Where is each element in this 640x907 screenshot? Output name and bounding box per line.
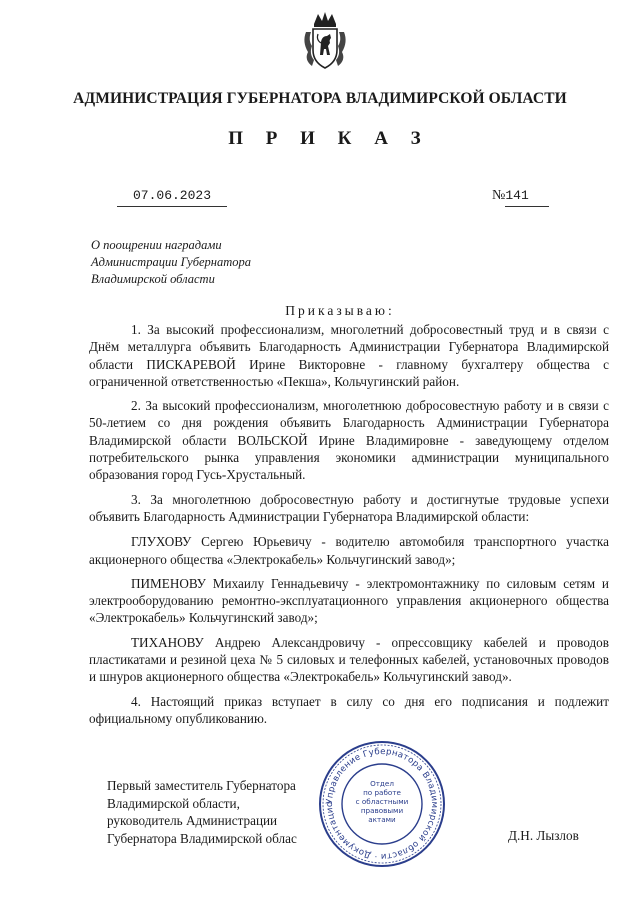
subject-line: О поощрении наградами	[91, 238, 222, 252]
signer-line: Губернатора Владимирской облас	[107, 830, 297, 846]
stamp-center-line: Отдел	[370, 779, 394, 788]
number-value: 141	[505, 188, 549, 207]
subject-line: Владимирской области	[91, 272, 215, 286]
document-date: 07.06.2023	[117, 188, 227, 207]
document-type: П Р И К А З	[228, 128, 430, 149]
document-number	[492, 188, 549, 207]
signer-line: Владимирской области,	[107, 795, 240, 811]
signer-line: руководитель Администрации	[107, 813, 278, 828]
order-body	[89, 321, 609, 734]
order-item-4: 4. Настоящий приказ вступает в силу со дня его подписания и подлежит официальному опубликованию.	[89, 693, 609, 726]
order-item-1: 1. За высокий профессионализм, многолетний добросовестный труд и в связи с Днём металлурга объявить Благодарность Администрации Губернатора Владимирской области ПИСКАРЕВОЙ Ирине Викторовне - главному бухгалтеру общества с ограниченной ответственностью «Пекша», Кольчугинский район.	[89, 322, 609, 389]
signer-position	[107, 777, 337, 847]
signer-line: Первый заместитель Губернатора	[107, 778, 296, 793]
order-item-2: 2. За высокий профессионализм, многолетнюю добросовестную работу и в связи с 50-летием со дня рождения объявить Благодарность Администрации Губернатора Владимирской области ВОЛЬСКОЙ Ирине Владимировне - заведующему отделом потребительского рынка управления экономики администрации муниципального образования город Гусь-Хрустальный.	[89, 398, 609, 483]
awardee-pimenov: ПИМЕНОВУ Михаилу Геннадьевичу - электромонтажнику по силовым сетям и электрооборудованию ремонтно-эксплуатационного управления акционерного общества «Электрокабель» Кольчугинский завод»;	[89, 575, 609, 626]
order-heading: Приказываю:	[285, 303, 395, 318]
stamp-center-line: с областными	[355, 797, 409, 806]
subject-line: Администрации Губернатора	[91, 255, 252, 269]
organization-title: АДМИНИСТРАЦИЯ ГУБЕРНАТОРА ВЛАДИМИРСКОЙ ОБЛАСТИ	[73, 90, 567, 107]
stamp-center-line: актами	[368, 815, 396, 824]
number-prefix: №	[492, 188, 506, 203]
coat-of-arms-icon	[300, 10, 350, 72]
order-item-3: 3. За многолетнюю добросовестную работу и достигнутые трудовые успехи объявить Благодарность Администрации Губернатора Владимирской области:	[89, 491, 609, 524]
stamp-center-line: правовыми	[360, 806, 404, 815]
stamp-ring-text: Управление Губернатора Владимирской области · Документацио	[324, 746, 440, 862]
awardee-tikhanov: ТИХАНОВУ Андрею Александровичу - опрессовщику кабелей и проводов пластикатами и резиной цеха № 5 силовых и телефонных кабелей, установочных проводов и шнуров акционерного общества «Электрокабель» Кольчугинский завод».	[89, 634, 609, 685]
signer-name: Д.Н. Лызлов	[508, 828, 579, 843]
official-stamp	[316, 738, 448, 870]
stamp-center-line: по работе	[363, 788, 401, 797]
document-subject	[91, 237, 281, 288]
awardee-glukhov: ГЛУХОВУ Сергею Юрьевичу - водителю автомобиля транспортного участка акционерного общества «Электрокабель» Кольчугинский завод»;	[89, 534, 609, 567]
